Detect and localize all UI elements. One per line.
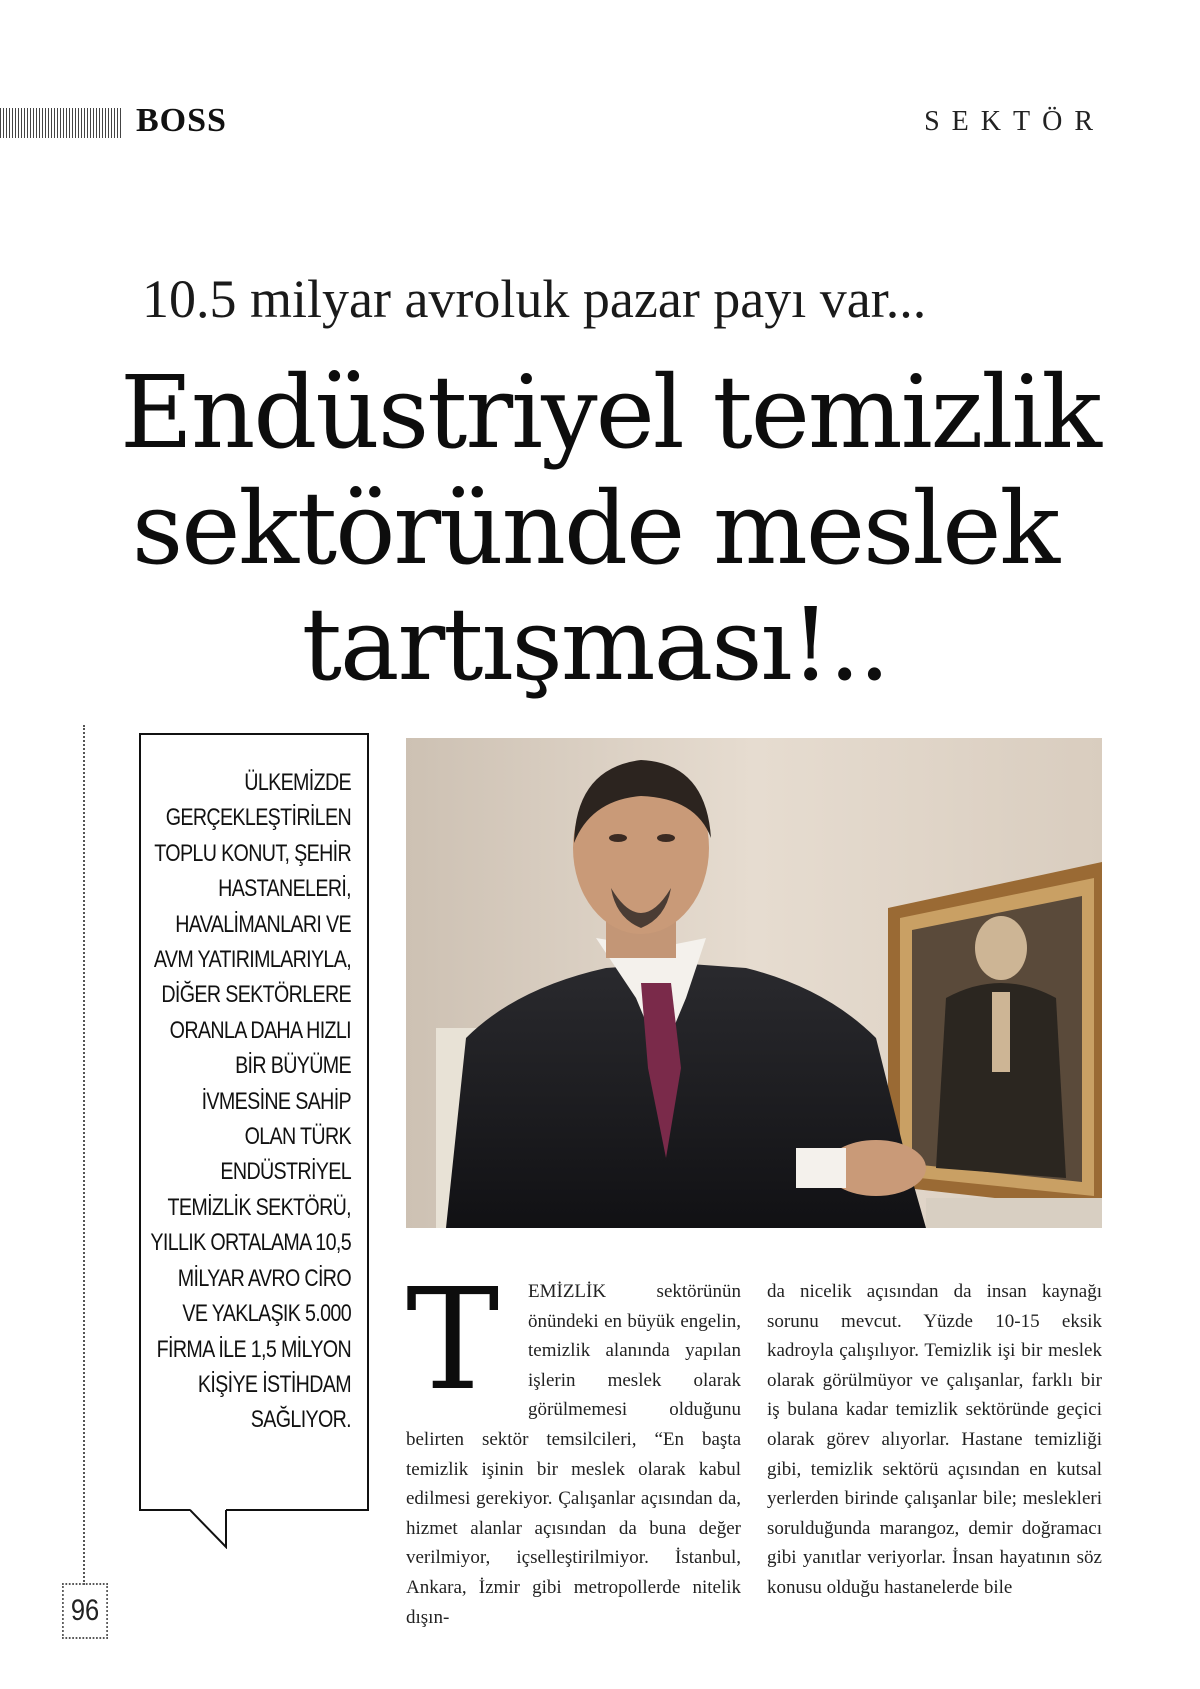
portrait-photo [406, 738, 1102, 1228]
magazine-logo: BOSS [136, 102, 227, 139]
pullquote-text: ÜLKEMİZDE GERÇEKLEŞTİRİLEN TOPLU KONUT, ŞEHİR HASTANELERİ, HAVALİMANLARI VE AVM YATIRIMLARIYLA, DİĞER SEKTÖRLERE ORANLA DAHA HIZLI BİR BÜYÜME İVMESİNE SAHİP OLAN TÜRK ENDÜSTRİYEL TEMİZLİK SEKTÖRÜ, YILLIK ORTALAMA 10,5 MİLYAR AVRO CİRO VE YAKLAŞIK 5.000 FİRMA İLE 1,5 MİLYON KİŞİYE İSTİHDAM SAĞLIYOR. [150, 769, 351, 1434]
portrait-illustration [406, 738, 1102, 1228]
headline-line: sektöründe meslek [131, 470, 1059, 587]
pullquote-box [139, 733, 369, 1511]
barcode-decoration [0, 108, 122, 138]
drop-cap: T [406, 1259, 500, 1422]
body-text: EMİZLİK sektörünün önündeki en büyük engelin, temizlik alanında yapılan işlerin meslek olarak görülmemesi olduğunu belirten sektör temsilcileri, “En başta temizlik işinin bir meslek olarak kabul edilmesi gerekiyor. Çalışanlar açısından da, hizmet alanlar açısından da buna değer verilmiyor, içselleştirilmiyor. İstanbul, Ankara, İzmir gibi metropollerde nitelik dışın- [406, 1281, 741, 1628]
section-label: SEKTÖR [924, 106, 1105, 137]
pullquote-tail [190, 1509, 240, 1549]
article-body-column-2 [767, 1277, 1102, 1603]
headline-line: tartışması!.. [301, 586, 889, 703]
article-body-column-1 [406, 1259, 741, 1632]
article-kicker: 10.5 milyar avroluk pazar payı var... [142, 269, 927, 329]
margin-dotted-rule [83, 725, 85, 1585]
page-number: 96 [62, 1583, 108, 1639]
article-headline [120, 354, 1100, 703]
body-text: da nicelik açısından da insan kaynağı sorunu mevcut. Yüzde 10-15 eksik kadroyla çalışılıyor. Temizlik işi bir meslek olarak görülmüyor ve çalışanlar, farklı bir iş bulana kadar temizlik sektöründe geçici olarak görev alıyorlar. Hastane temizliği gibi, temizlik sektörü açısından en kutsal yerlerden birinde çalışanlar bile; meslekleri sorulduğunda marangoz, demir doğramacı gibi yanıtlar veriyorlar. İnsan hayatının söz konusu olduğu hastanelerde bile [767, 1281, 1102, 1598]
headline-line: Endüstriyel temizlik [120, 354, 1100, 471]
